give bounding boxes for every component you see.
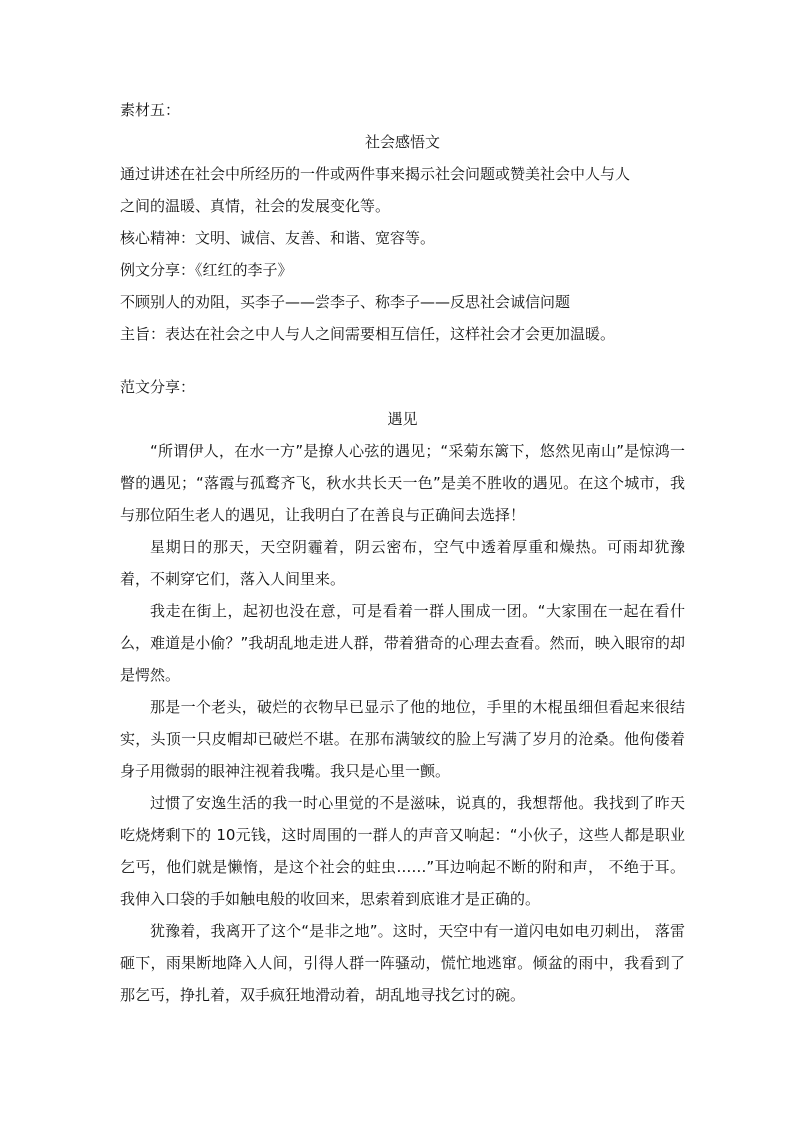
main-idea: 主旨：表达在社会之中人与人之间需要相互信任，这样社会才会更加温暖。 [120,325,616,343]
core-spirit: 核心精神：文明、诚信、友善、和谐、宽容等。 [120,229,436,247]
example-share: 例文分享：《红红的李子》 [120,261,293,279]
sample-label: 范文分享： [120,378,196,396]
essay-paragraph: 过惯了安逸生活的我一时心里觉的不是滋味，说真的，我想帮他。我找到了昨天吃烧烤剩下的 10元钱，这时周围的一群人的声音又响起：“小伙子，这些人都是职业乞丐，他们就是懒惰，是这个社会的蛀虫……”耳边响起不断的附和声， 不绝于耳。我伸入口袋的手如触电般的收回来，思索着到底谁才是正确的。 [120,794,685,908]
essay-title: 遇见 [387,410,418,428]
material-label: 素材五： [120,101,181,119]
document-page [120,94,685,1011]
example-outline: 不顾别人的劝阻，买李子——尝李子、称李子——反思社会诚信问题 [120,293,571,311]
section-title: 社会感悟文 [364,133,440,151]
essay-paragraph: 犹豫着，我离开了这个“是非之地”。这时，天空中有一道闪电如电刃刺出， 落雷砸下，雨果断地降入人间，引得人群一阵骚动，慌忙地逃窜。倾盆的雨中，我看到了那乞丐，挣扎着，双手疯狂地滑动着，胡乱地寻找乞讨的碗。 [120,922,685,1004]
section-gap [120,350,685,371]
essay-paragraph: 星期日的那天，天空阴霾着，阴云密布，空气中透着厚重和燥热。可雨却犹豫着，不刺穿它们，落入人间里来。 [120,538,685,588]
intro-line-2: 之间的温暖、真情，社会的发展变化等。 [120,197,391,215]
essay-paragraph: “所谓伊人，在水一方”是撩人心弦的遇见；“采菊东篱下，悠然见南山”是惊鸿一瞥的遇见；“落霞与孤鹜齐飞，秋水共长天一色”是美不胜收的遇见。在这个城市，我与那位陌生老人的遇见，让我明白了在善良与正确间去选择！ [120,442,685,524]
essay-paragraph: 我走在街上，起初也没在意，可是看着一群人围成一团。“大家围在一起在看什么，难道是小偷？”我胡乱地走进人群，带着猎奇的心理去查看。然而，映入眼帘的却是愕然。 [120,602,685,684]
essay-paragraph: 那是一个老头，破烂的衣物早已显示了他的地位，手里的木棍虽细但看起来很结实，头顶一只皮帽却已破烂不堪。在那布满皱纹的脸上写满了岁月的沧桑。他佝偻着身子用微弱的眼神注视着我嘴。我只是心里一颤。 [120,698,685,780]
intro-line-1: 通过讲述在社会中所经历的一件或两件事来揭示社会问题或赞美社会中人与人 [120,165,631,183]
